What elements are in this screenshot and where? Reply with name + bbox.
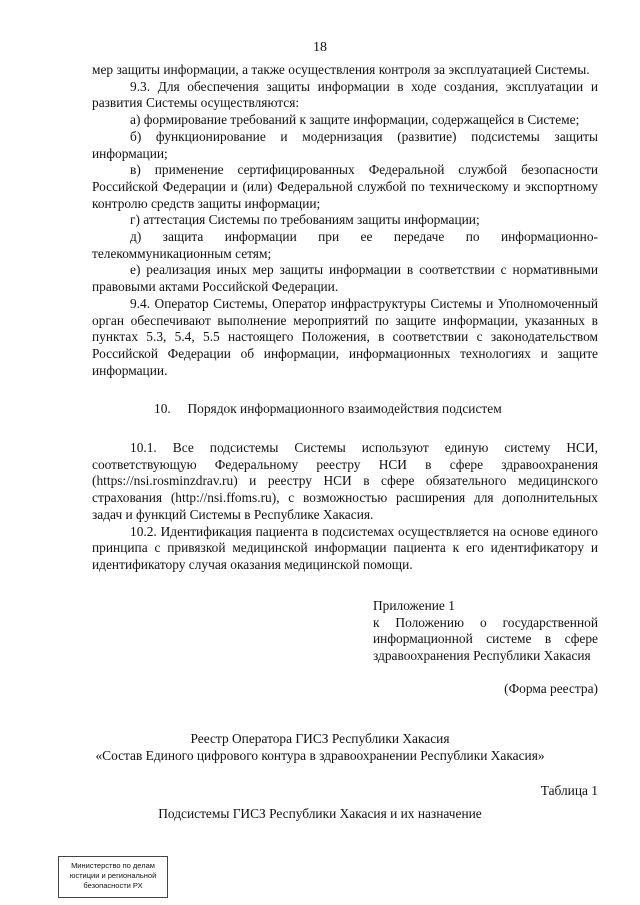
section-heading: 10. Порядок информационного взаимодействия подсистем — [154, 401, 502, 417]
paragraph: д) защита информации при ее передаче по информационно-телекоммуникационным сетям; — [92, 229, 598, 261]
paragraph: б) функционирование и модернизация (развитие) подсистемы защиты информации; — [92, 128, 598, 161]
appendix-text: к Положению о государственной информационной системе в сфере здравоохранения Республики Хакасия — [373, 614, 598, 664]
appendix-block — [373, 598, 598, 665]
paragraph: в) применение сертифицированных Федеральной службой безопасности Российской Федерации и (или) Федеральной службой по техническому и экспортному контролю средств защиты информации; — [92, 162, 598, 211]
paragraph: мер защиты информации, а также осуществления контроля за эксплуатацией Системы. — [92, 62, 590, 77]
stamp-line: безопасности РХ — [83, 881, 143, 890]
form-type: (Форма реестра) — [504, 681, 598, 696]
table-label: Таблица 1 — [540, 783, 598, 798]
paragraph: е) реализация иных мер защиты информации в соответствии с нормативными правовыми актами Российской Федерации. — [92, 262, 598, 295]
table-title: Подсистемы ГИСЗ Республики Хакасия и их назначение — [158, 806, 482, 821]
paragraph: г) аттестация Системы по требованиям защиты информации; — [130, 212, 480, 228]
page-number: 18 — [313, 40, 327, 55]
registry-subtitle: «Состав Единого цифрового контура в здравоохранении Республики Хакасия» — [95, 748, 545, 763]
paragraph: 9.3. Для обеспечения защиты информации в ходе создания, эксплуатации и развития Системы осуществляются: — [92, 78, 598, 111]
stamp-line: Министерство по делам — [71, 861, 155, 870]
paragraph: 9.4. Оператор Системы, Оператор инфраструктуры Системы и Уполномоченный орган обеспечивают выполнение мероприятий по защите информации, указанных в пунктах 5.3, 5.4, 5.5 настоящего Положения, в соответствии с законодательством Российской Федерации об информации, информационных технологиях и защите информации. — [92, 295, 598, 378]
ministry-stamp — [58, 856, 168, 898]
paragraph: 10.1. Все подсистемы Системы используют единую систему НСИ, соответствующую Федеральному реестру НСИ в сфере здравоохранения (https://nsi.rosminzdrav.ru) и реестру НСИ в сфере обязательного медицинского страхования (http://nsi.ffoms.ru), с возможностью расширения для дополнительных задач и функций Системы в Республике Хакасия. — [92, 440, 598, 522]
registry-title: Реестр Оператора ГИСЗ Республики Хакасия — [190, 731, 450, 746]
stamp-line: юстиции и региональной — [69, 871, 157, 880]
paragraph: 10.2. Идентификация пациента в подсистемах осуществляется на основе единого принципа с привязкой медицинской информации пациента к его идентификатору и идентификатору случая оказания медицинской помощи. — [92, 523, 598, 572]
appendix-title: Приложение 1 — [373, 598, 455, 613]
document-body — [92, 62, 598, 574]
paragraph: а) формирование требований к защите информации, содержащейся в Системе; — [130, 112, 580, 128]
